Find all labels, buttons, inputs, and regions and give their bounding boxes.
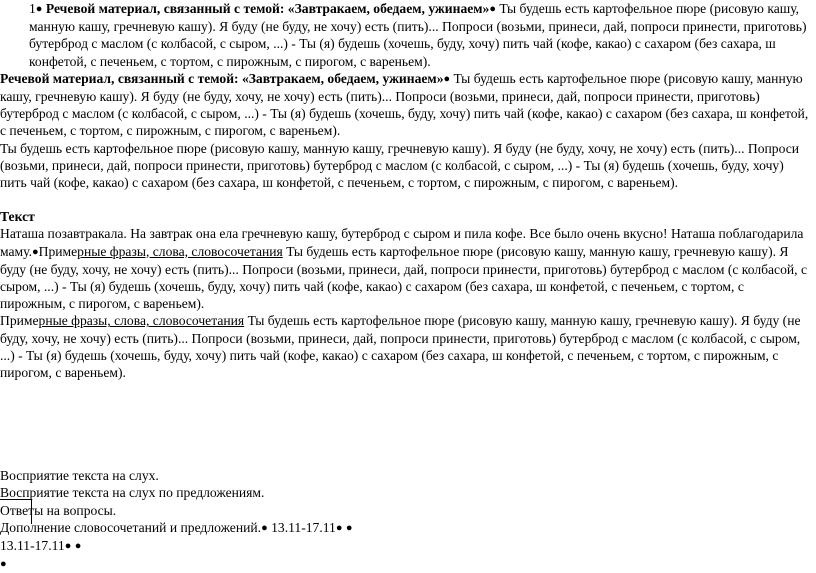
table-corner-border: [0, 499, 32, 524]
paragraph-text: Ты будешь есть картофельное пюре (рисовую кашу, манную кашу, гречневую кашу). Я буду (не буду, хочу, не хочу) есть (пить)... Попроси (возьми, принеси, дай, попроси принести, приготовь) бутерброд с маслом (с колбасой, с сыром, ...) - Ты (я) будешь (хочешь, буду, хочу) пить чай (кофе, какао) с сахаром (без сахара, ш конфетой, с печеньем, с тортом, с пирожным, с пирогом, с вареньем).: [0, 140, 800, 191]
task-line: Восприятие текста на слух по предложениям.: [0, 485, 265, 501]
bullet-icon: ●: [261, 521, 268, 534]
bullet-icon: ●: [0, 558, 7, 571]
bullet-icon: ●: [64, 540, 72, 553]
paragraph-text: Ты будешь есть картофельное пюре (рисовую кашу, манную кашу, гречневую кашу). Я буду (не буду, хочу, не хочу) есть (пить)... Попроси (возьми, принеси, дай, попроси принести, приготовь) бутерброд с маслом (с колбасой, с сыром, ...) - Ты (я) будешь (хочешь, буду, хочу) пить чай (кофе, какао) с сахаром (без сахара, ш конфетой, с печеньем, с тортом, с пирожным, с пирогом, с вареньем).: [0, 70, 809, 139]
task-line: Ответы на вопросы.: [0, 502, 117, 518]
paragraph-1: [0, 0, 812, 70]
date-range: 13.11-17.11: [0, 538, 65, 554]
bullet-icon: ●: [489, 3, 496, 15]
story-paragraph: [0, 225, 812, 312]
examples-label: рные фразы, слова, словосочетания: [77, 243, 283, 259]
bullet-icon: ●: [31, 245, 39, 258]
bullet-icon: ●: [35, 3, 43, 15]
task-line: [0, 555, 812, 573]
date-range: 13.11-17.11: [267, 519, 336, 535]
bullet-icon: ●: [443, 72, 451, 85]
paragraph-text: Ты будешь есть картофельное пюре (рисовую кашу, манную кашу, гречневую кашу). Я буду (не буду, не хочу) есть (пить)... Попроси (возьми, принеси, дай, попроси принести, приготовь) бутерброд с маслом (с колбасой, с сыром, ...) - Ты (я) будешь (хочешь, буду, хочу) пить чай (кофе, какао) с сахаром (без сахара, ш конфетой, с печеньем, с тортом, с пирожным, с пирогом, с вареньем).: [29, 1, 807, 69]
bullet-icon: ●: [74, 540, 82, 553]
examples-label: рные фразы, слова, словосочетания: [38, 313, 245, 329]
paragraph-3: [0, 140, 812, 192]
examples-paragraph: [0, 312, 812, 381]
paragraph-2: [0, 70, 812, 140]
task-line: [0, 537, 812, 555]
topic-heading: Речевой материал, связанный с темой: «Завтракаем, обедаем, ужинаем»: [42, 1, 490, 16]
story-text: Наташа позавтракала. На завтрак она ела гречневую кашу, бутерброд с сыром и пила кофе. Все было очень вкусно! Наташа поблагодарила маму.: [0, 226, 804, 259]
task-line: Дополнение словосочетаний и предложений.● 13.11-17.11● ●: [0, 519, 353, 535]
examples-prefix: Приме: [0, 313, 39, 329]
task-line: Восприятие текста на слух.: [0, 468, 159, 484]
topic-heading: Речевой материал, связанный с темой: «Завтракаем, обедаем, ужинаем»: [0, 70, 444, 86]
paragraph-number: 1: [29, 1, 36, 16]
bullet-icon: ●: [335, 521, 343, 534]
examples-text: Ты будешь есть картофельное пюре (рисовую кашу, манную кашу, гречневую кашу). Я буду (не буду, хочу, не хочу) есть (пить)... Попроси (возьми, принеси, дай, попроси принести, приготовь) бутерброд с маслом (с колбасой, с сыром, ...) - Ты (я) будешь (хочешь, буду, хочу) пить чай (кофе, какао) с сахаром (без сахара, ш конфетой, с печеньем, с тортом, с пирожным, с пирогом, с вареньем).: [0, 243, 807, 312]
section-heading: Текст: [0, 209, 35, 225]
examples-text: Ты будешь есть картофельное пюре (рисовую кашу, манную кашу, гречневую кашу). Я буду (не буду, хочу, не хочу) есть (пить)... Попроси (возьми, принеси, дай, попроси принести, приготовь) бутерброд с маслом (с колбасой, с сыром, ...) - Ты (я) будешь (хочешь, буду, хочу) пить чай (кофе, какао) с сахаром (без сахара, ш конфетой, с печеньем, с тортом, с пирожным, с пирогом, с вареньем).: [0, 313, 801, 381]
examples-prefix: Приме: [38, 243, 78, 259]
bullet-icon: ●: [345, 521, 353, 534]
